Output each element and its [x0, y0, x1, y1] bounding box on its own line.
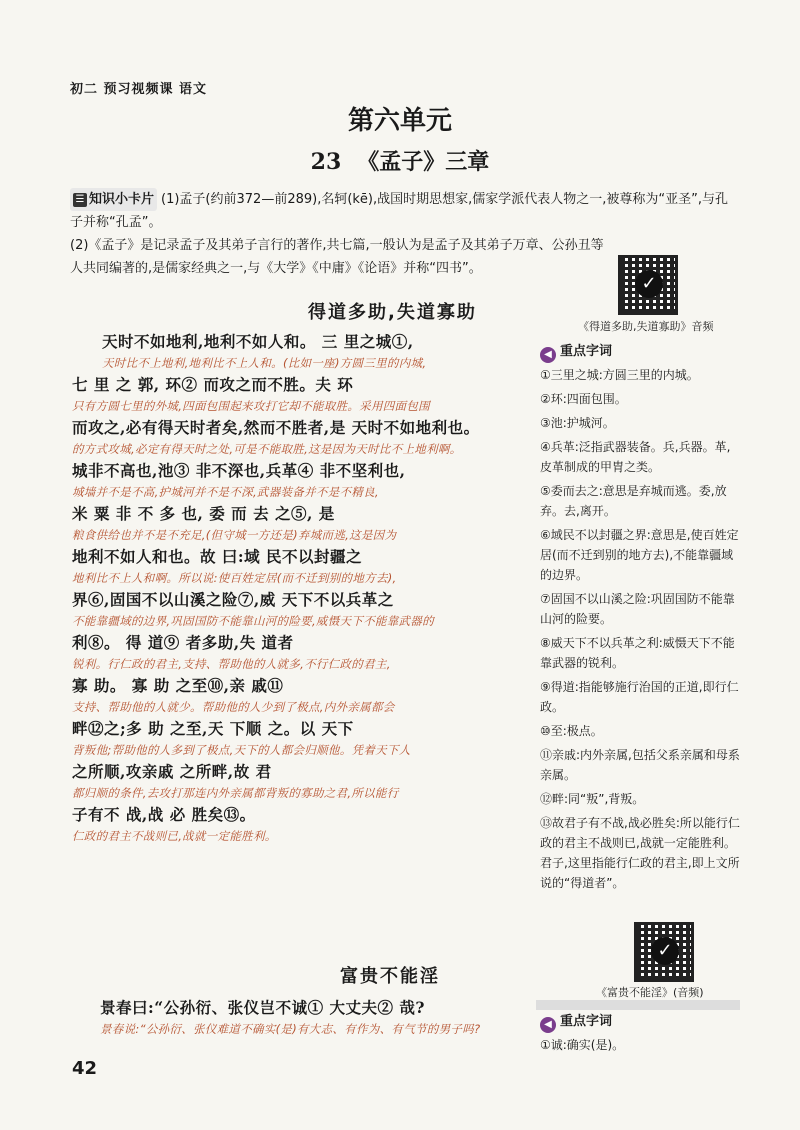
original-line: 而攻之,必有得天时者矣,然而不胜者,是 天时不如地利也。	[72, 418, 480, 437]
original-line: 利⑧。 得 道⑨ 者多助,失 道者	[72, 633, 294, 652]
notes2-divider	[536, 1000, 740, 1010]
original-line: 畔⑫之;多 助 之至,天 下顺 之。以 天下	[72, 719, 354, 738]
note-item: ⑪亲戚:内外亲属,包括父系亲属和母系亲属。	[540, 748, 740, 782]
notes1-heading-label: 重点字词	[560, 344, 613, 359]
translation-line: 天时比不上地利,地利比不上人和。(比如一座)方圆三里的内城,	[102, 356, 427, 370]
notes2-heading-label: 重点字词	[560, 1014, 613, 1029]
notes1-panel	[540, 342, 740, 897]
translation-line: 支持、帮助他的人就少。帮助他的人少到了极点,内外亲属都会	[72, 700, 395, 714]
section2-original: 景春曰:“公孙衍、张仪岂不诚① 大丈夫② 哉?	[100, 998, 426, 1017]
notes1-heading	[540, 342, 740, 363]
note-item: ⑬故君子有不战,战必胜矣:所以能行仁政的君主不战则已,战就一定能胜利。君子,这里指能行仁政的君主,即上文所说的“得道者”。	[540, 816, 740, 890]
speaker-icon: ◀	[540, 1017, 556, 1033]
section2-text	[72, 996, 532, 1039]
note-item: ①诚:确实(是)。	[540, 1038, 625, 1052]
section2-translation: 景春说:“公孙衍、张仪难道不确实(是)有大志、有作为、有气节的男子吗?	[100, 1022, 481, 1036]
knowledge-card-tag	[70, 188, 157, 211]
knowledge-para-2: (2)《孟子》是记录孟子及其弟子言行的著作,共七篇,一般认为是孟子及其弟子万章、公孙丑等人共同编著的,是儒家经典之一,与《大学》《中庸》《论语》并称“四书”。	[70, 238, 604, 276]
translation-line: 都归顺的条件,去攻打那连内外亲属都背叛的寡助之君,所以能行	[72, 786, 399, 800]
original-line: 城非不高也,池③ 非不深也,兵革④ 非不坚利也,	[72, 461, 406, 480]
section2-title: 富贵不能淫	[340, 966, 440, 987]
translation-line: 不能靠疆域的边界,巩固国防不能靠山河的险要,威慑天下不能靠武器的	[72, 614, 434, 628]
knowledge-para-1: (1)孟子(约前372—前289),名轲(kē),战国时期思想家,儒家学派代表人物之一,被尊称为“亚圣”,与孔子并称“孔孟”。	[70, 192, 729, 230]
note-item: ⑩至:极点。	[540, 724, 603, 738]
original-line: 之所顺,攻亲戚 之所畔,故 君	[72, 762, 272, 781]
check-icon: ✓	[635, 270, 663, 298]
page-header: 初二 预习视频课 语文	[70, 82, 208, 97]
note-item: ④兵革:泛指武器装备。兵,兵器。革,皮革制成的甲胄之类。	[540, 440, 731, 474]
note-item: ⑤委而去之:意思是弃城而逃。委,放弃。去,离开。	[540, 484, 727, 518]
note-item: ⑫畔:同“叛”,背叛。	[540, 792, 645, 806]
qr-code-icon[interactable]	[618, 255, 678, 315]
lesson-number: 23	[310, 149, 342, 175]
original-line: 天时不如地利,地利不如人和。 三 里之城①,	[102, 332, 414, 351]
note-item: ①三里之城:方圆三里的内城。	[540, 368, 699, 382]
original-line: 地利不如人和也。故 曰:域 民不以封疆之	[72, 547, 363, 566]
unit-title: 第六单元	[347, 106, 452, 136]
translation-line: 只有方圆七里的外城,四面包围起来攻打它却不能取胜。采用四面包围	[72, 399, 430, 413]
speaker-icon: ◀	[540, 347, 556, 363]
original-line: 子有不 战,战 必 胜矣⑬。	[72, 805, 256, 824]
note-item: ⑧威天下不以兵革之利:威慑天下不能靠武器的锐利。	[540, 636, 735, 670]
note-item: ⑦固国不以山溪之险:巩固国防不能靠山河的险要。	[540, 592, 735, 626]
section1-text	[72, 330, 522, 846]
qr-code-icon[interactable]	[634, 922, 694, 982]
audio2-caption: 《富贵不能淫》(音频)	[596, 986, 704, 999]
translation-line: 粮食供给也并不是不充足,(但守城一方还是)弃城而逃,这是因为	[72, 528, 397, 542]
note-item: ⑥域民不以封疆之界:意思是,使百姓定居(而不迁到别的地方去),不能靠疆域的边界。	[540, 528, 739, 582]
card-icon: ☰	[73, 193, 87, 207]
translation-line: 锐利。行仁政的君主,支持、帮助他的人就多,不行仁政的君主,	[72, 657, 391, 671]
audio1-caption: 《得道多助,失道寡助》音频	[578, 320, 714, 333]
note-item: ③池:护城河。	[540, 416, 615, 430]
check-icon: ✓	[651, 937, 679, 965]
original-line: 寡 助。 寡 助 之至⑩,亲 戚⑪	[72, 676, 284, 695]
notes2-panel	[540, 1012, 740, 1059]
translation-line: 城墙并不是不高,护城河并不是不深,武器装备并不是不精良,	[72, 485, 379, 499]
note-item: ②环:四面包围。	[540, 392, 627, 406]
lesson-name: 《孟子》三章	[357, 149, 490, 175]
page-number: 42	[72, 1058, 98, 1079]
section1-title: 得道多助,失道寡助	[308, 302, 477, 323]
translation-line: 背叛他;帮助他的人多到了极点,天下的人都会归顺他。凭着天下人	[72, 743, 411, 757]
translation-line: 的方式攻城,必定有得天时之处,可是不能取胜,这是因为天时比不上地利啊。	[72, 442, 462, 456]
original-line: 界⑥,固国不以山溪之险⑦,威 天下不以兵革之	[72, 590, 394, 609]
translation-line: 仁政的君主不战则已,战就一定能胜利。	[72, 829, 277, 843]
note-item: ⑨得道:指能够施行治国的正道,即行仁政。	[540, 680, 739, 714]
lesson-title	[0, 145, 800, 176]
translation-line: 地利比不上人和啊。所以说:使百姓定居(而不迁到别的地方去),	[72, 571, 397, 585]
notes2-heading	[540, 1012, 740, 1033]
card-tag-label: 知识小卡片	[89, 192, 155, 207]
original-line: 七 里 之 郭, 环② 而攻之而不胜。夫 环	[72, 375, 354, 394]
original-line: 米 粟 非 不 多 也, 委 而 去 之⑤, 是	[72, 504, 335, 523]
